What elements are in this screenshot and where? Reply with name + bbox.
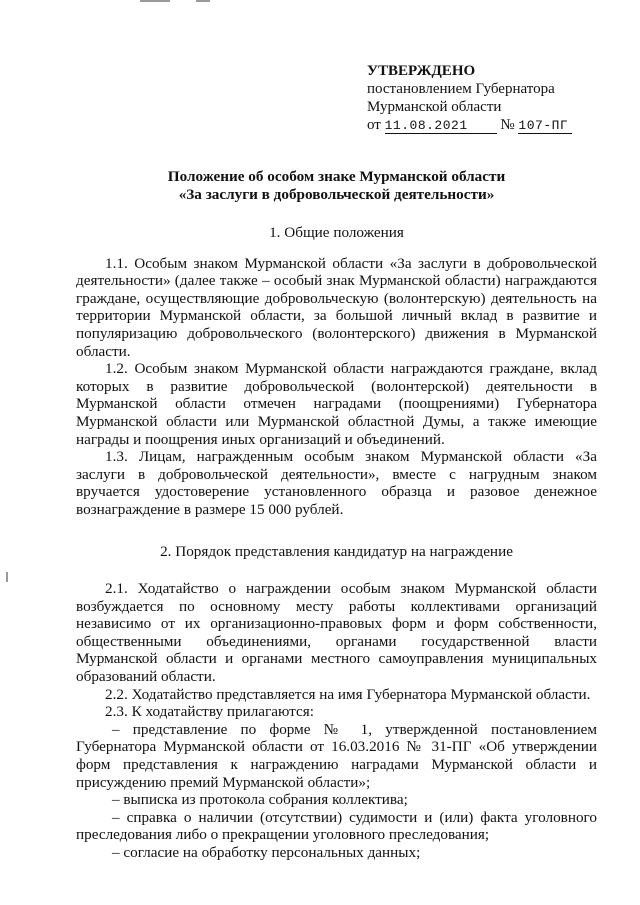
paragraph-1-2: 1.2. Особым знаком Мурманской области награждаются граждане, вклад которых в развитие добровольческой (волонтерской) деятельности в Мурманской области отмечен наградами (поощрениями) Губернатора Мурманской области или Мурманской областной Думы, а также имеющие награды и поощрения иных организаций и объединений. — [76, 360, 597, 448]
paragraph-2-3: 2.3. К ходатайству прилагаются: — [105, 703, 314, 721]
approval-date-number-line — [367, 116, 629, 134]
document-body — [76, 168, 597, 862]
scan-artifact-mark — [140, 0, 170, 2]
decree-date: 11.08.2021 — [385, 118, 497, 134]
section1-heading: 1. Общие положения — [269, 224, 404, 241]
approval-title: УТВЕРЖДЕНО — [367, 63, 476, 79]
paragraph-2-1: 2.1. Ходатайство о награждении особым знаком Мурманской области возбуждается по основному месту работы коллективами организаций независимо от их организационно-правовых форм и форм собственности, общественными объединениями, органами государственной власти Мурманской области и органами местного самоуправления муниципальных образований области. — [76, 580, 597, 686]
from-label: от — [367, 117, 381, 133]
attachment-item: – согласие на обработку персональных данных; — [76, 844, 597, 862]
attachment-item: – представление по форме № 1, утвержденной постановлением Губернатора Мурманской области от 16.03.2016 № 31-ПГ «Об утверждении форм представления к награждению наградами Мурманской области и присуждению премий Мурманской области»; — [76, 721, 597, 791]
document-title-line2: «За заслуги в добровольческой деятельности» — [178, 186, 495, 203]
scan-artifact-mark — [196, 0, 210, 2]
approval-region-line: Мурманской области — [367, 99, 502, 115]
decree-number: 107-ПГ — [518, 118, 572, 134]
paragraph-2-2: 2.2. Ходатайство представляется на имя Губернатора Мурманской области. — [105, 685, 591, 703]
approval-stamp-block — [367, 62, 629, 134]
document-title — [76, 168, 597, 204]
attachment-item: – выписка из протокола собрания коллектива; — [76, 791, 597, 809]
approval-decree-line: постановлением Губернатора — [367, 81, 555, 97]
number-label: № — [500, 117, 515, 133]
attachment-item: – справка о наличии (отсутствии) судимости и (или) факта уголовного преследования либо о прекращении уголовного преследования; — [76, 809, 597, 844]
scan-artifact-tick — [6, 572, 8, 582]
document-title-line1: Положение об особом знаке Мурманской области — [167, 168, 506, 185]
section2-heading: 2. Порядок представления кандидатур на награждение — [160, 542, 513, 560]
paragraph-1-3: 1.3. Лицам, награжденным особым знаком Мурманской области «За заслуги в добровольческой деятельности», вместе с нагрудным знаком вручается удостоверение установленного образца и разовое денежное вознаграждение в размере 15 000 рублей. — [76, 448, 597, 518]
paragraph-1-1: 1.1. Особым знаком Мурманской области «За заслуги в добровольческой деятельности» (далее также – особый знак Мурманской области) награждаются граждане, осуществляющие добровольческую (волонтерскую) деятельность на территории Мурманской области, за большой личный вклад в развитие и популяризацию добровольческого (волонтерского) движения в Мурманской области. — [76, 254, 597, 360]
